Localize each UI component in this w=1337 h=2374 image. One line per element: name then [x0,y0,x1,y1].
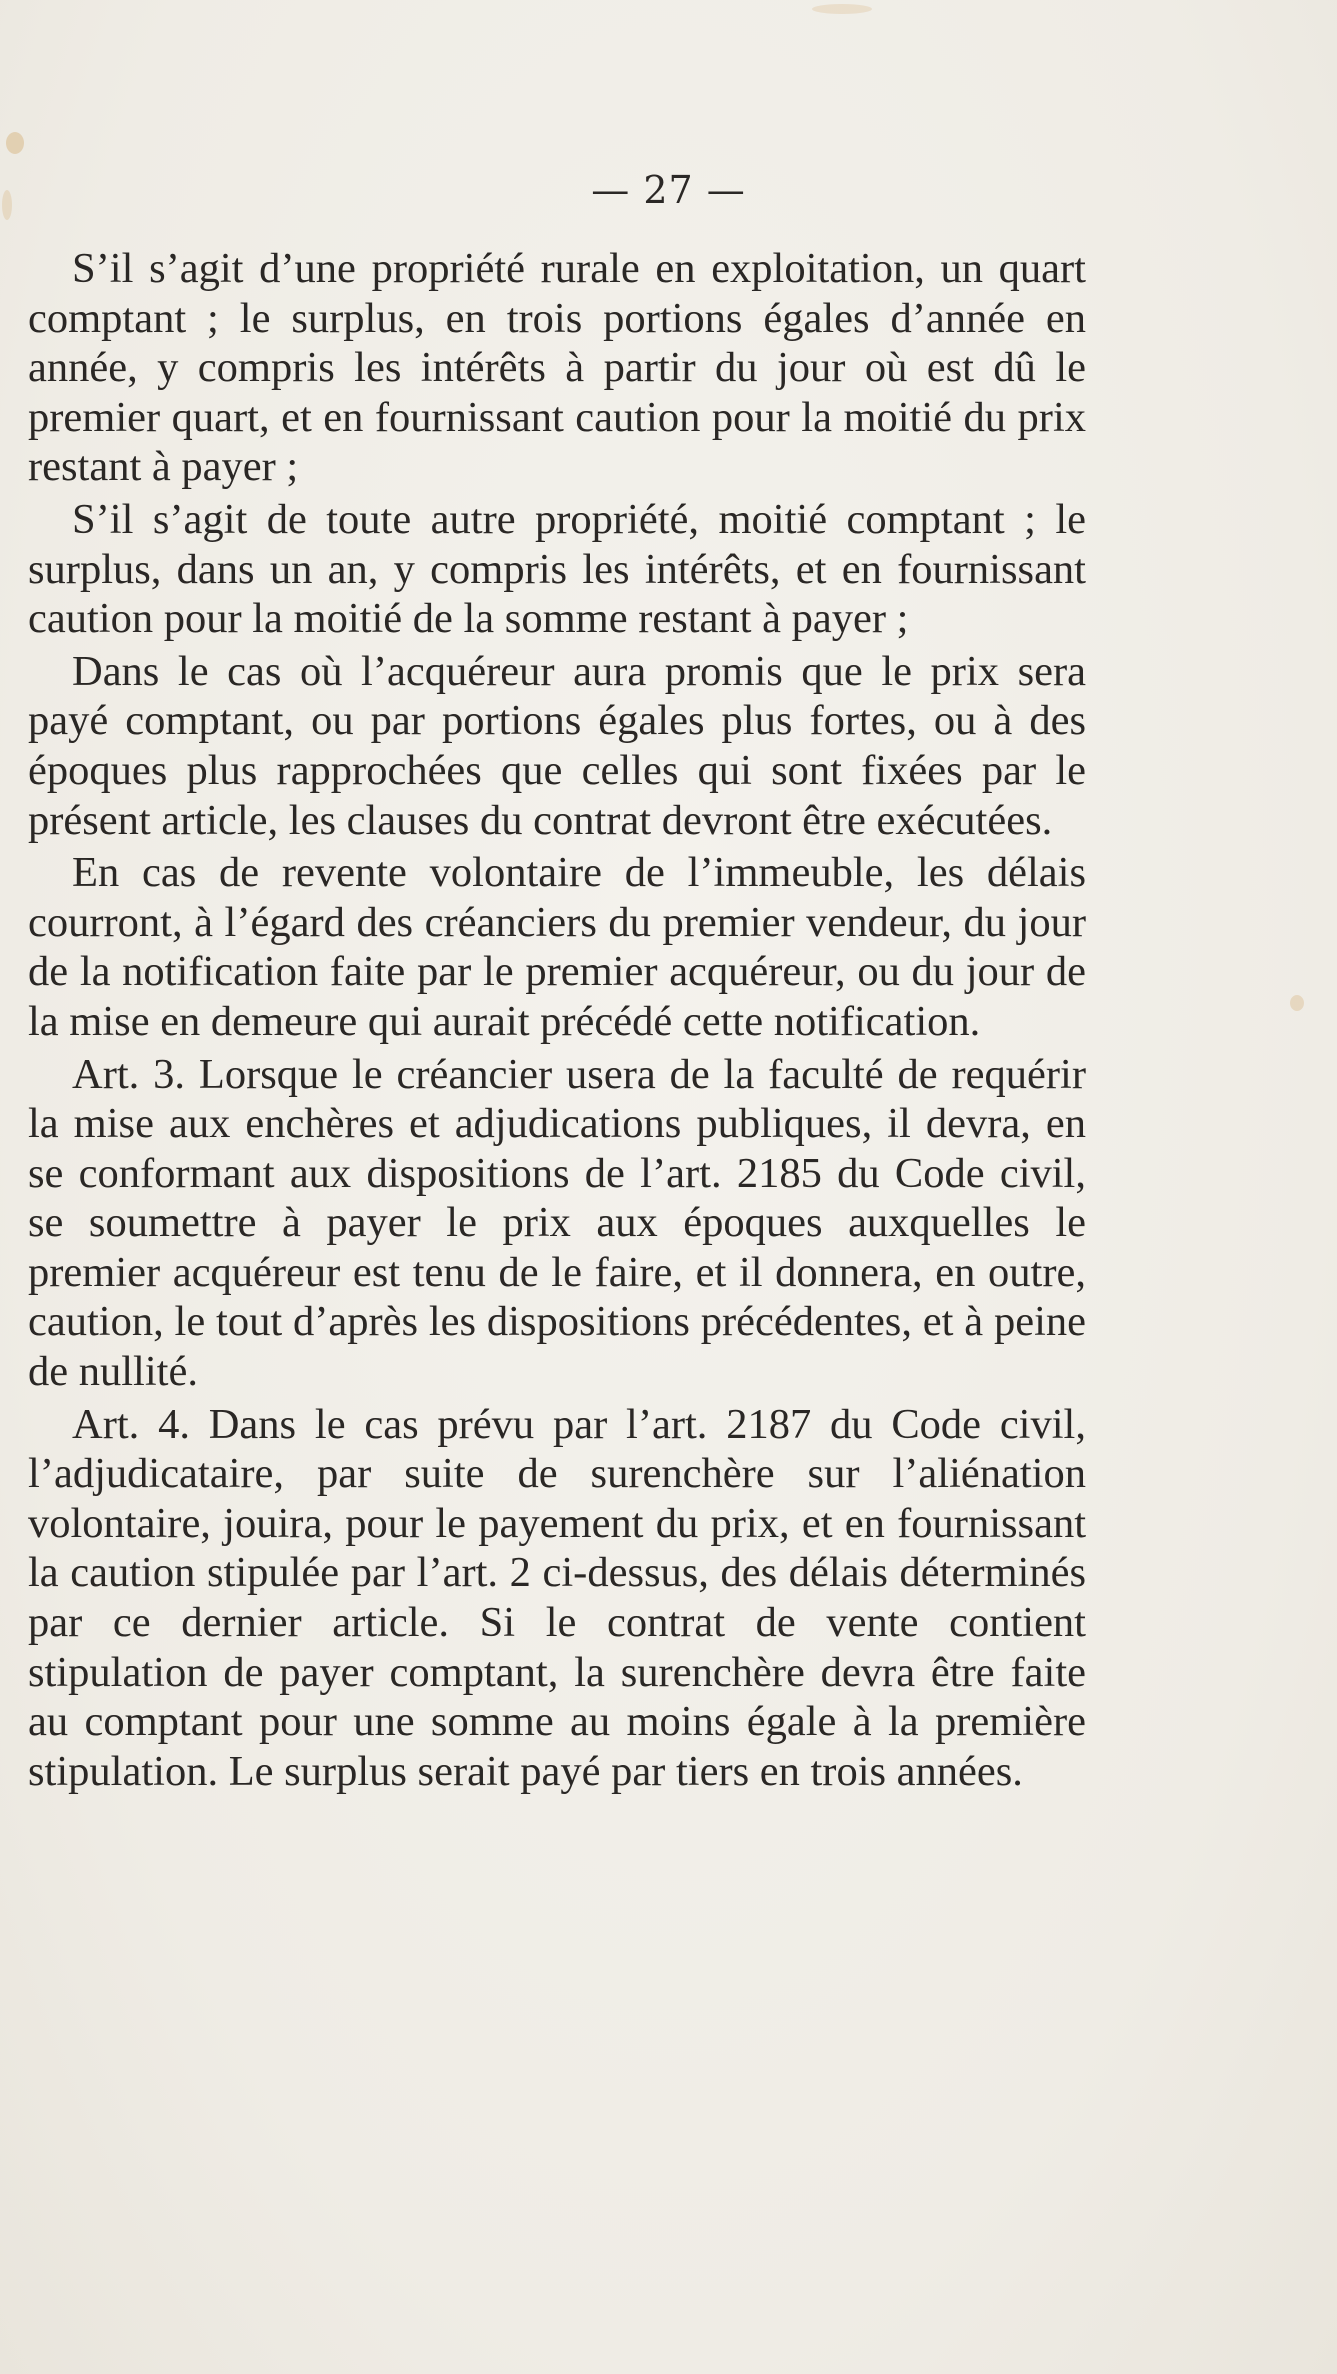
paper-stain [6,132,24,154]
paragraph: S’il s’agit d’une propriété rurale en exploitation, un quart comptant ; le surplus, en trois portions égales d’année en année, y compris les intérêts à partir du jour où est dû le premier quart, et en fournissant caution pour la moitié du prix restant à payer ; [28,245,1086,491]
page-number: — 27 — [591,168,746,212]
body-text [28,244,1086,1799]
paragraph: En cas de revente volontaire de l’immeuble, les délais courront, à l’égard des créanciers du premier vendeur, du jour de la notification faite par le premier acquéreur, ou du jour de la mise en demeure qui aurait précédé cette notification. [28,849,1086,1045]
paper-stain [1290,995,1304,1011]
paper-stain [812,4,872,14]
paragraph: Dans le cas où l’acquéreur aura promis que le prix sera payé comptant, ou par portions égales plus fortes, ou à des époques plus rapprochées que celles qui sont fixées par le présent article, les clauses du contrat devront être exécutées. [28,647,1086,844]
paragraph: Art. 3. Lorsque le créancier usera de la faculté de requérir la mise aux enchères et adjudications publiques, il devra, en se conformant aux dispositions de l’art. 2185 du Code civil, se soumettre à payer le prix aux époques auxquelles le premier acquéreur est tenu de le faire, et il donnera, en outre, caution, le tout d’après les dispositions précédentes, et à peine de nullité. [28,1050,1086,1396]
paragraph: S’il s’agit de toute autre propriété, moitié comptant ; le surplus, dans un an, y compris les intérêts, et en fournissant caution pour la moitié de la somme restant à payer ; [28,495,1086,643]
paragraph: Art. 4. Dans le cas prévu par l’art. 2187 du Code civil, l’adjudicataire, par suite de surenchère sur l’aliénation volontaire, jouira, pour le payement du prix, et en fournissant la caution stipulée par l’art. 2 ci-dessus, des délais déterminés par ce dernier article. Si le contrat de vente contient stipulation de payer comptant, la surenchère devra être faite au comptant pour une somme au moins égale à la première stipulation. Le surplus serait payé par tiers en trois années. [28,1400,1086,1795]
